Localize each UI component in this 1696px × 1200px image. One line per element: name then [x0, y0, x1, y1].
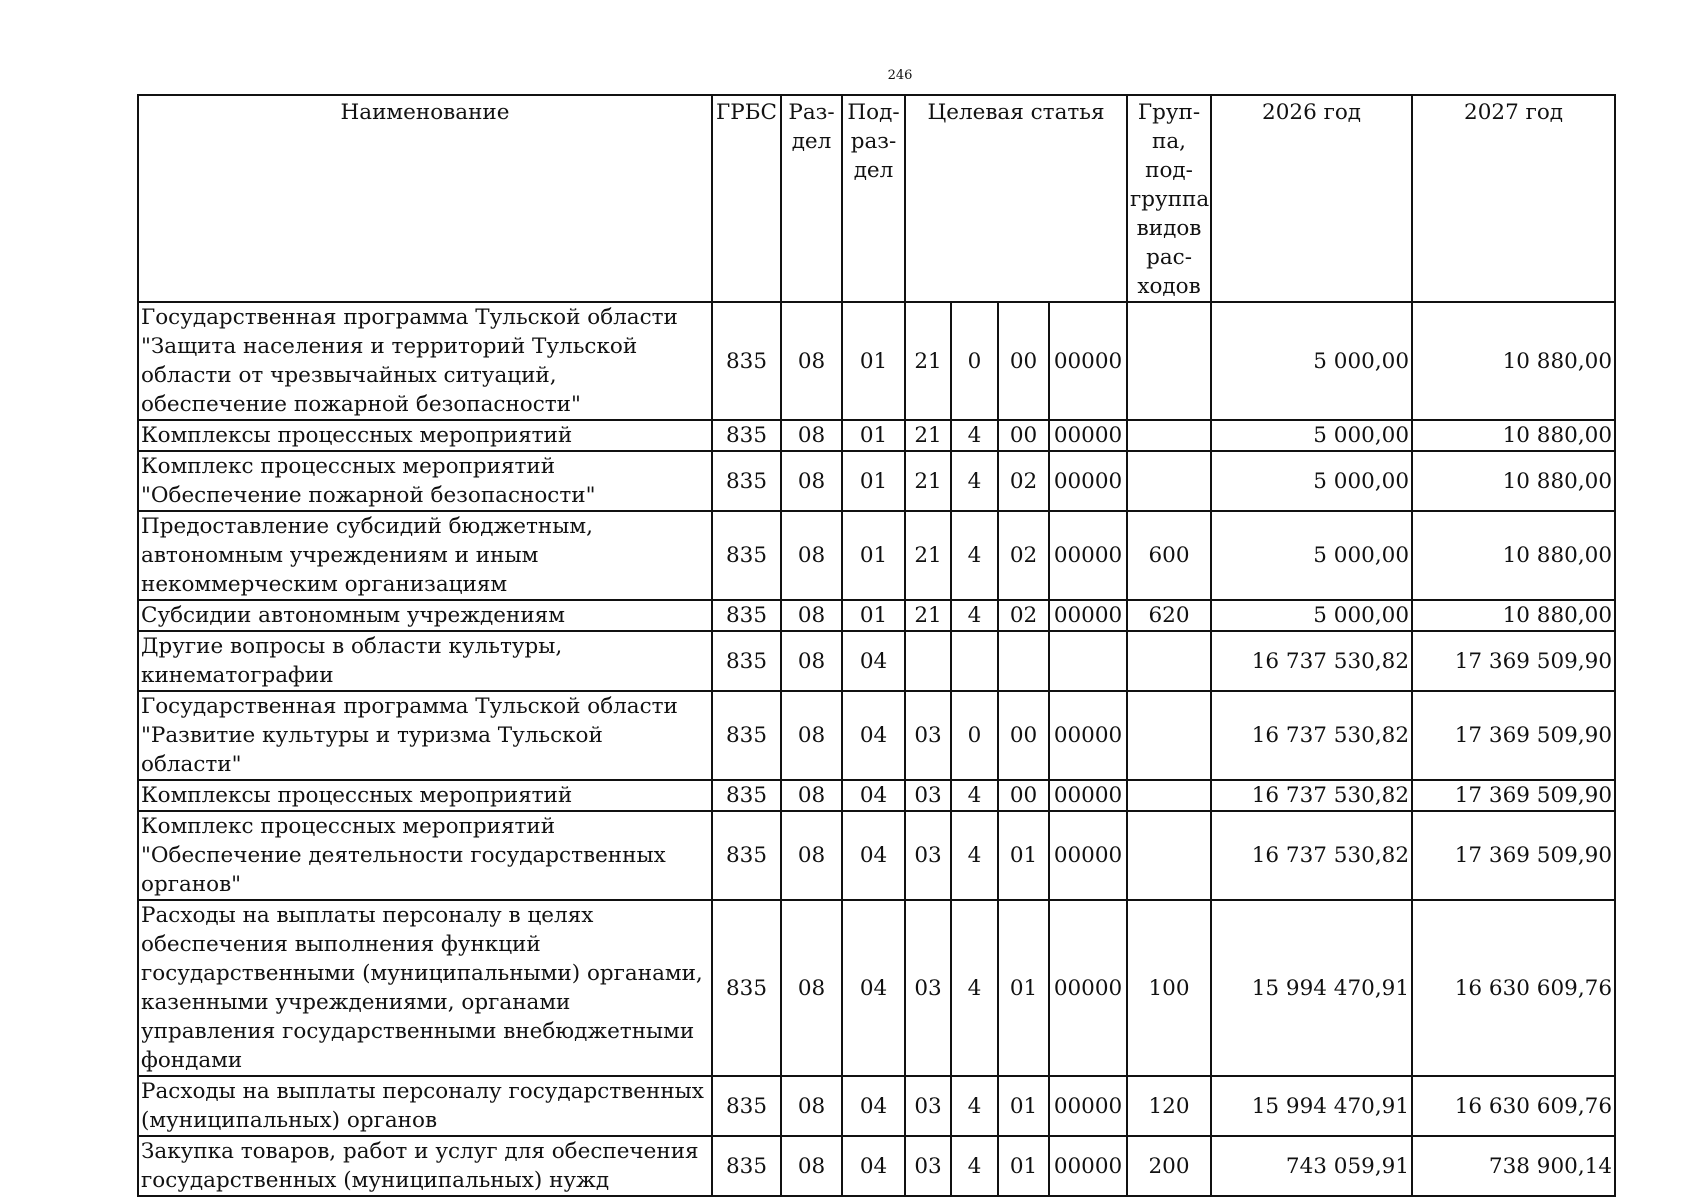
row-name: Комплексы процессных мероприятий: [138, 780, 712, 811]
row-target-direction: 00000: [1049, 780, 1127, 811]
row-target-complex: 02: [998, 600, 1049, 631]
row-target-program: 03: [905, 900, 951, 1076]
row-target-complex: 01: [998, 900, 1049, 1076]
row-amount-2027: 738 900,14: [1412, 1136, 1615, 1196]
row-target-type: 4: [951, 780, 998, 811]
row-target-direction: 00000: [1049, 600, 1127, 631]
row-amount-2026: 16 737 530,82: [1211, 780, 1412, 811]
row-expense-group: [1127, 780, 1211, 811]
row-amount-2026: 743 059,91: [1211, 1136, 1412, 1196]
row-target-program: [905, 631, 951, 691]
row-podrazdel: 04: [842, 1136, 905, 1196]
row-target-complex: 01: [998, 1136, 1049, 1196]
row-expense-group: [1127, 691, 1211, 780]
row-amount-2026: 5 000,00: [1211, 302, 1412, 420]
row-target-direction: 00000: [1049, 420, 1127, 451]
row-razdel: 08: [781, 451, 842, 511]
row-expense-group: 620: [1127, 600, 1211, 631]
row-grbs: 835: [712, 631, 781, 691]
row-podrazdel: 04: [842, 780, 905, 811]
row-razdel: 08: [781, 600, 842, 631]
row-razdel: 08: [781, 631, 842, 691]
row-grbs: 835: [712, 302, 781, 420]
row-amount-2027: 16 630 609,76: [1412, 900, 1615, 1076]
row-grbs: 835: [712, 780, 781, 811]
row-name: Другие вопросы в области культуры, кинематографии: [138, 631, 712, 691]
row-name: Предоставление субсидий бюджетным, автономным учреждениям и иным некоммерческим организациям: [138, 511, 712, 600]
row-razdel: 08: [781, 1136, 842, 1196]
row-razdel: 08: [781, 811, 842, 900]
row-razdel: 08: [781, 511, 842, 600]
table-row: [138, 420, 1615, 451]
row-target-type: 0: [951, 691, 998, 780]
header-podrazdel: Под- раз- дел: [842, 95, 905, 302]
row-name: Комплекс процессных мероприятий "Обеспечение деятельности государственных органов": [138, 811, 712, 900]
row-target-direction: [1049, 631, 1127, 691]
row-target-type: 4: [951, 1136, 998, 1196]
row-target-direction: 00000: [1049, 900, 1127, 1076]
row-name: Государственная программа Тульской области "Развитие культуры и туризма Тульской области": [138, 691, 712, 780]
row-target-complex: [998, 631, 1049, 691]
row-podrazdel: 04: [842, 811, 905, 900]
header-year-2027: 2027 год: [1412, 95, 1615, 302]
table-row: [138, 302, 1615, 420]
row-amount-2027: 17 369 509,90: [1412, 691, 1615, 780]
row-amount-2026: 5 000,00: [1211, 511, 1412, 600]
row-podrazdel: 04: [842, 691, 905, 780]
row-podrazdel: 04: [842, 1076, 905, 1136]
row-amount-2027: 10 880,00: [1412, 600, 1615, 631]
row-expense-group: 100: [1127, 900, 1211, 1076]
row-target-program: 03: [905, 780, 951, 811]
row-target-type: 4: [951, 451, 998, 511]
row-amount-2027: 10 880,00: [1412, 451, 1615, 511]
row-target-complex: 00: [998, 780, 1049, 811]
row-target-program: 21: [905, 451, 951, 511]
row-amount-2027: 10 880,00: [1412, 302, 1615, 420]
row-target-program: 21: [905, 420, 951, 451]
row-target-direction: 00000: [1049, 511, 1127, 600]
row-razdel: 08: [781, 1076, 842, 1136]
table-row: [138, 691, 1615, 780]
row-expense-group: [1127, 631, 1211, 691]
row-amount-2027: 10 880,00: [1412, 420, 1615, 451]
table-row: [138, 600, 1615, 631]
row-target-type: 4: [951, 900, 998, 1076]
row-name: Расходы на выплаты персоналу в целях обеспечения выполнения функций государственными (муниципальными) органами, казенными учреждениями, органами управления государственными внебюджетными фондами: [138, 900, 712, 1076]
row-grbs: 835: [712, 451, 781, 511]
row-amount-2026: 16 737 530,82: [1211, 691, 1412, 780]
row-name: Закупка товаров, работ и услуг для обеспечения государственных (муниципальных) нужд: [138, 1136, 712, 1196]
row-grbs: 835: [712, 811, 781, 900]
header-razdel: Раз- дел: [781, 95, 842, 302]
row-target-program: 03: [905, 1076, 951, 1136]
row-target-complex: 02: [998, 451, 1049, 511]
row-amount-2027: 16 630 609,76: [1412, 1076, 1615, 1136]
row-grbs: 835: [712, 900, 781, 1076]
row-amount-2027: 17 369 509,90: [1412, 811, 1615, 900]
row-target-type: [951, 631, 998, 691]
row-target-complex: 00: [998, 420, 1049, 451]
row-target-program: 21: [905, 302, 951, 420]
row-amount-2027: 17 369 509,90: [1412, 631, 1615, 691]
row-expense-group: [1127, 811, 1211, 900]
table-body: [138, 302, 1615, 1196]
header-year-2026: 2026 год: [1211, 95, 1412, 302]
table-row: [138, 511, 1615, 600]
row-target-direction: 00000: [1049, 811, 1127, 900]
row-grbs: 835: [712, 1136, 781, 1196]
header-grbs: ГРБС: [712, 95, 781, 302]
table-row: [138, 451, 1615, 511]
row-razdel: 08: [781, 780, 842, 811]
row-target-direction: 00000: [1049, 1136, 1127, 1196]
row-podrazdel: 01: [842, 302, 905, 420]
row-name: Субсидии автономным учреждениям: [138, 600, 712, 631]
row-target-direction: 00000: [1049, 1076, 1127, 1136]
row-expense-group: [1127, 420, 1211, 451]
row-target-type: 4: [951, 1076, 998, 1136]
row-razdel: 08: [781, 691, 842, 780]
table-row: [138, 811, 1615, 900]
row-amount-2026: 15 994 470,91: [1211, 900, 1412, 1076]
row-target-type: 0: [951, 302, 998, 420]
row-name: Государственная программа Тульской области "Защита населения и территорий Тульской области от чрезвычайных ситуаций, обеспечение пожарной безопасности": [138, 302, 712, 420]
row-grbs: 835: [712, 420, 781, 451]
row-target-program: 21: [905, 511, 951, 600]
table-row: [138, 1136, 1615, 1196]
row-grbs: 835: [712, 691, 781, 780]
header-target-article: Целевая статья: [905, 95, 1127, 302]
table-row: [138, 900, 1615, 1076]
row-amount-2026: 16 737 530,82: [1211, 811, 1412, 900]
row-target-complex: 01: [998, 1076, 1049, 1136]
row-amount-2026: 5 000,00: [1211, 600, 1412, 631]
table-row: [138, 780, 1615, 811]
table-header-row: [138, 95, 1615, 302]
row-grbs: 835: [712, 600, 781, 631]
row-grbs: 835: [712, 511, 781, 600]
row-amount-2026: 5 000,00: [1211, 451, 1412, 511]
row-target-type: 4: [951, 420, 998, 451]
row-amount-2026: 15 994 470,91: [1211, 1076, 1412, 1136]
header-name: Наименование: [138, 95, 712, 302]
table-row: [138, 1076, 1615, 1136]
row-target-direction: 00000: [1049, 451, 1127, 511]
row-target-program: 03: [905, 691, 951, 780]
row-name: Расходы на выплаты персоналу государственных (муниципальных) органов: [138, 1076, 712, 1136]
row-razdel: 08: [781, 900, 842, 1076]
row-grbs: 835: [712, 1076, 781, 1136]
row-target-type: 4: [951, 811, 998, 900]
row-podrazdel: 04: [842, 900, 905, 1076]
row-target-program: 21: [905, 600, 951, 631]
row-amount-2026: 5 000,00: [1211, 420, 1412, 451]
row-amount-2027: 17 369 509,90: [1412, 780, 1615, 811]
row-podrazdel: 01: [842, 451, 905, 511]
row-target-program: 03: [905, 811, 951, 900]
row-expense-group: 600: [1127, 511, 1211, 600]
row-razdel: 08: [781, 420, 842, 451]
row-target-program: 03: [905, 1136, 951, 1196]
table-row: [138, 631, 1615, 691]
row-podrazdel: 01: [842, 511, 905, 600]
row-name: Комплекс процессных мероприятий "Обеспечение пожарной безопасности": [138, 451, 712, 511]
row-target-type: 4: [951, 511, 998, 600]
row-podrazdel: 04: [842, 631, 905, 691]
budget-table: [137, 94, 1616, 1197]
row-target-complex: 01: [998, 811, 1049, 900]
row-amount-2026: 16 737 530,82: [1211, 631, 1412, 691]
row-expense-group: [1127, 451, 1211, 511]
header-expense-group: Груп- па, под- группа видов рас- ходов: [1127, 95, 1211, 302]
row-target-complex: 00: [998, 691, 1049, 780]
row-expense-group: 200: [1127, 1136, 1211, 1196]
row-expense-group: [1127, 302, 1211, 420]
row-expense-group: 120: [1127, 1076, 1211, 1136]
row-target-complex: 00: [998, 302, 1049, 420]
row-target-direction: 00000: [1049, 691, 1127, 780]
row-target-direction: 00000: [1049, 302, 1127, 420]
row-amount-2027: 10 880,00: [1412, 511, 1615, 600]
row-target-type: 4: [951, 600, 998, 631]
row-podrazdel: 01: [842, 420, 905, 451]
row-target-complex: 02: [998, 511, 1049, 600]
page-number: 246: [887, 68, 913, 83]
row-name: Комплексы процессных мероприятий: [138, 420, 712, 451]
row-razdel: 08: [781, 302, 842, 420]
row-podrazdel: 01: [842, 600, 905, 631]
